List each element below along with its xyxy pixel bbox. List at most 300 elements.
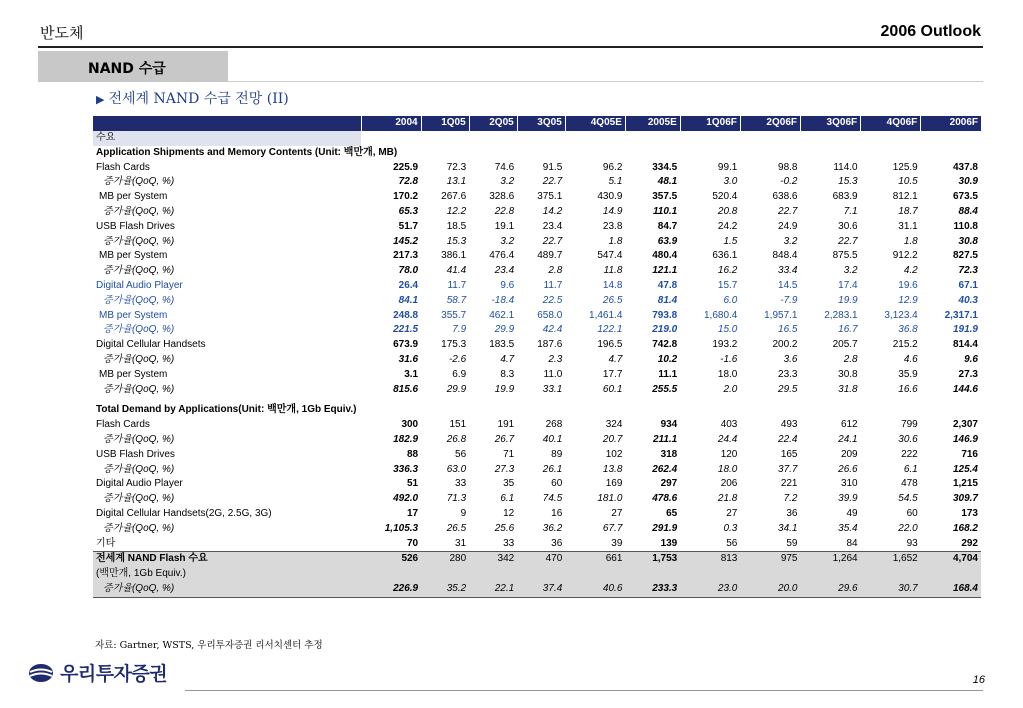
value-cell: 26.1 — [542, 463, 563, 475]
value-cell: 33.1 — [542, 383, 563, 395]
value-cell: 12.9 — [898, 294, 918, 306]
value-cell: 29.9 — [446, 383, 467, 395]
value-cell: 209 — [840, 448, 858, 460]
value-cell: 215.2 — [892, 339, 918, 351]
group-label: 수요 — [93, 131, 361, 146]
header-blank-cell — [93, 116, 361, 131]
value-cell: 355.7 — [441, 309, 467, 321]
value-cell: 547.4 — [597, 250, 623, 262]
total-growth-value: 22.1 — [469, 582, 517, 597]
subtitle-text: 전세계 NAND 수급 전망 (II) — [108, 91, 289, 107]
section2-heading: Total Demand by Applications(Unit: 백만개, 1Gb Equiv.) — [96, 404, 357, 416]
value-cell: 1,957.1 — [764, 309, 798, 321]
total-growth-value: 226.9 — [361, 582, 421, 597]
value-cell: 799 — [901, 419, 918, 431]
value-cell: 22.8 — [494, 205, 515, 217]
value-cell: 30.6 — [838, 220, 858, 232]
value-cell: 54.5 — [898, 493, 918, 505]
value-cell: 22.5 — [542, 294, 563, 306]
value-cell: 19.1 — [494, 220, 515, 232]
value-cell: 2,307 — [952, 419, 978, 431]
page-number: 16 — [972, 674, 985, 686]
row-label: 증가율(QoQ, %) — [103, 353, 175, 365]
value-cell: 39 — [611, 537, 623, 549]
value-cell: 120 — [720, 448, 738, 460]
value-cell: 200.2 — [772, 339, 798, 351]
value-cell: 14.9 — [602, 205, 623, 217]
value-cell: 67.7 — [602, 522, 623, 534]
total-growth-value: 40.6 — [565, 582, 625, 597]
value-cell: 357.5 — [652, 191, 678, 203]
table-row — [93, 279, 981, 294]
table-row — [93, 190, 981, 205]
value-cell: 225.9 — [393, 161, 419, 173]
value-cell: 19.9 — [838, 294, 858, 306]
row-label: 증가율(QoQ, %) — [103, 176, 175, 188]
value-cell: 74.5 — [542, 493, 563, 505]
total-growth-value: 23.0 — [680, 582, 740, 597]
value-cell: 814.4 — [952, 339, 978, 351]
value-cell: 56 — [455, 448, 467, 460]
value-cell: 165 — [780, 448, 798, 460]
value-cell: 827.5 — [952, 250, 978, 262]
value-cell: 14.2 — [542, 205, 563, 217]
value-cell: 3.2 — [500, 176, 515, 188]
value-cell: 206 — [720, 478, 738, 490]
table-row — [93, 522, 981, 537]
value-cell: 11.8 — [603, 265, 623, 277]
value-cell: 27 — [611, 507, 623, 519]
value-cell: 25.6 — [494, 522, 515, 534]
value-cell: 17.4 — [838, 279, 858, 291]
value-cell: 24.4 — [717, 433, 738, 445]
value-cell: 478.6 — [652, 493, 678, 505]
value-cell: 13.8 — [602, 463, 623, 475]
value-cell: 1,215 — [952, 478, 978, 490]
value-cell: 193.2 — [712, 339, 738, 351]
value-cell: 375.1 — [537, 191, 563, 203]
value-cell: 23.3 — [778, 368, 798, 380]
value-cell: 934 — [660, 419, 678, 431]
table-row — [93, 477, 981, 492]
value-cell: 221 — [780, 478, 798, 490]
value-cell: 175.3 — [441, 339, 467, 351]
value-cell: 33 — [503, 537, 515, 549]
value-cell: 59 — [786, 537, 798, 549]
value-cell: 1,461.4 — [589, 309, 623, 321]
slide-subtitle — [96, 88, 289, 108]
total-growth-value: 37.4 — [517, 582, 565, 597]
value-cell: 24.1 — [838, 433, 858, 445]
value-cell: 683.9 — [832, 191, 858, 203]
value-cell: 386.1 — [441, 250, 467, 262]
value-cell: 122.1 — [597, 324, 623, 336]
total-growth-row — [93, 582, 981, 597]
value-cell: 35.4 — [838, 522, 858, 534]
value-cell: 4.6 — [903, 353, 918, 365]
value-cell: 20.8 — [717, 205, 738, 217]
value-cell: 1,105.3 — [384, 522, 419, 534]
header-report-title: 2006 Outlook — [880, 23, 981, 40]
table-row — [93, 383, 981, 398]
col-header: 2Q05 — [469, 116, 517, 131]
value-cell: 658.0 — [537, 309, 563, 321]
value-cell: 36.2 — [542, 522, 563, 534]
row-label: 기타 — [96, 537, 116, 549]
table-body — [93, 131, 981, 597]
total-growth-value: 29.6 — [801, 582, 861, 597]
row-label: MB per System — [99, 191, 168, 203]
value-cell: 2.3 — [548, 353, 563, 365]
triangle-bullet-icon: ▶ — [96, 93, 105, 106]
row-label: MB per System — [99, 368, 168, 380]
value-cell: 60 — [551, 478, 563, 490]
value-cell: 793.8 — [652, 309, 678, 321]
value-cell: 34.1 — [778, 522, 798, 534]
value-cell: 18.7 — [898, 205, 918, 217]
value-cell: 27.3 — [494, 463, 515, 475]
row-label: 증가율(QoQ, %) — [103, 205, 175, 217]
table-row — [93, 220, 981, 235]
value-cell: 19.6 — [898, 279, 918, 291]
col-header: 3Q06F — [801, 116, 861, 131]
col-header: 1Q06F — [680, 116, 740, 131]
value-cell: 300 — [401, 419, 419, 431]
value-cell: -0.2 — [780, 176, 798, 188]
value-cell: 114.0 — [833, 161, 858, 173]
value-cell: 9.6 — [964, 353, 978, 365]
value-cell: 187.6 — [537, 339, 563, 351]
value-cell: 336.3 — [393, 463, 419, 475]
value-cell: 26.6 — [838, 463, 858, 475]
value-cell: 15.0 — [717, 324, 738, 336]
value-cell: 334.5 — [652, 161, 678, 173]
total-value: 4,704 — [921, 552, 981, 567]
row-label: 증가율(QoQ, %) — [103, 493, 175, 505]
value-cell: 20.7 — [602, 433, 623, 445]
total-value: 813 — [680, 552, 740, 567]
row-label: MB per System — [99, 309, 168, 321]
value-cell: 297 — [660, 478, 678, 490]
value-cell: 812.1 — [892, 191, 918, 203]
table-row — [93, 309, 981, 324]
value-cell: 146.9 — [952, 433, 978, 445]
value-cell: 16.5 — [778, 324, 798, 336]
value-cell: 7.9 — [452, 324, 467, 336]
col-header: 3Q05 — [517, 116, 565, 131]
value-cell: 169 — [605, 478, 623, 490]
value-cell: 47.8 — [657, 279, 678, 291]
value-cell: 1.8 — [903, 235, 918, 247]
footer-divider — [185, 690, 983, 691]
value-cell: 26.7 — [494, 433, 515, 445]
value-cell: 520.4 — [712, 191, 738, 203]
value-cell: 291.9 — [652, 522, 678, 534]
table-row — [93, 537, 981, 552]
value-cell: 221.5 — [393, 324, 419, 336]
value-cell: 15.3 — [446, 235, 467, 247]
value-cell: 16.6 — [898, 383, 918, 395]
value-cell: 5.1 — [608, 176, 623, 188]
value-cell: 63.0 — [446, 463, 467, 475]
value-cell: 42.4 — [542, 324, 563, 336]
col-header: 2Q06F — [740, 116, 800, 131]
value-cell: -7.9 — [780, 294, 798, 306]
table-header-row — [93, 116, 981, 131]
total-unit-label: (백만개, 1Gb Equiv.) — [93, 567, 361, 582]
value-cell: 3.2 — [783, 235, 798, 247]
row-label: 증가율(QoQ, %) — [103, 294, 175, 306]
value-cell: 3.1 — [404, 368, 419, 380]
value-cell: 36 — [551, 537, 563, 549]
value-cell: 30.9 — [958, 176, 978, 188]
value-cell: 91.5 — [542, 161, 563, 173]
value-cell: 41.4 — [446, 265, 467, 277]
total-growth-value: 35.2 — [421, 582, 469, 597]
table-row — [93, 463, 981, 478]
value-cell: 309.7 — [952, 493, 978, 505]
table-row — [93, 175, 981, 190]
total-value: 280 — [421, 552, 469, 567]
row-label: 증가율(QoQ, %) — [103, 383, 175, 395]
value-cell: 23.4 — [542, 220, 563, 232]
value-cell: 191 — [497, 419, 515, 431]
value-cell: 673.9 — [393, 339, 419, 351]
table-row — [93, 161, 981, 176]
section-heading-row — [93, 146, 981, 161]
value-cell: 328.6 — [489, 191, 515, 203]
value-cell: 1.5 — [723, 235, 738, 247]
value-cell: 324 — [605, 419, 623, 431]
table-row — [93, 235, 981, 250]
value-cell: 22.4 — [778, 433, 798, 445]
source-note: 자료: Gartner, WSTS, 우리투자증권 리서치센터 추정 — [95, 640, 323, 651]
value-cell: 173 — [961, 507, 978, 519]
value-cell: 815.6 — [393, 383, 419, 395]
value-cell: 310 — [840, 478, 858, 490]
value-cell: 191.9 — [952, 324, 978, 336]
total-value: 975 — [740, 552, 800, 567]
table-row — [93, 448, 981, 463]
value-cell: 248.8 — [393, 309, 419, 321]
value-cell: 7.2 — [783, 493, 798, 505]
section-title: NAND 수급 — [88, 61, 166, 77]
value-cell: 196.5 — [597, 339, 623, 351]
value-cell: 110.1 — [652, 205, 678, 217]
col-header: 2005E — [625, 116, 680, 131]
value-cell: 26.5 — [446, 522, 467, 534]
value-cell: 403 — [720, 419, 738, 431]
value-cell: 462.1 — [489, 309, 515, 321]
total-growth-value: 20.0 — [740, 582, 800, 597]
total-value: 470 — [517, 552, 565, 567]
row-label: 증가율(QoQ, %) — [103, 324, 175, 336]
table-row — [93, 492, 981, 507]
value-cell: 181.0 — [597, 493, 623, 505]
value-cell: 7.1 — [843, 205, 858, 217]
value-cell: 493 — [780, 419, 798, 431]
value-cell: 72.3 — [958, 265, 978, 277]
value-cell: 51.7 — [398, 220, 419, 232]
value-cell: 16.2 — [717, 265, 738, 277]
value-cell: 88 — [407, 448, 419, 460]
value-cell: 11.0 — [543, 368, 563, 380]
value-cell: 0.3 — [723, 522, 738, 534]
total-value: 1,652 — [861, 552, 921, 567]
value-cell: 4.7 — [608, 353, 623, 365]
row-label: Digital Cellular Handsets — [96, 339, 206, 351]
value-cell: 17.7 — [602, 368, 623, 380]
value-cell: 22.7 — [778, 205, 798, 217]
table-row — [93, 205, 981, 220]
value-cell: 638.6 — [772, 191, 798, 203]
value-cell: 31 — [455, 537, 467, 549]
value-cell: 89 — [551, 448, 563, 460]
value-cell: 10.5 — [898, 176, 918, 188]
row-label: USB Flash Drives — [96, 220, 175, 232]
value-cell: 88.4 — [958, 205, 978, 217]
value-cell: 1,680.4 — [704, 309, 738, 321]
total-growth-label: 증가율(QoQ, %) — [93, 582, 361, 597]
total-growth-value: 30.7 — [861, 582, 921, 597]
value-cell: 255.5 — [652, 383, 678, 395]
value-cell: 11.1 — [658, 368, 678, 380]
value-cell: 99.1 — [717, 161, 738, 173]
row-label: 증가율(QoQ, %) — [103, 265, 175, 277]
value-cell: 6.0 — [723, 294, 738, 306]
value-cell: 480.4 — [652, 250, 678, 262]
value-cell: 21.8 — [717, 493, 738, 505]
value-cell: 36 — [786, 507, 798, 519]
value-cell: 23.4 — [494, 265, 515, 277]
row-label: Digital Audio Player — [96, 279, 183, 291]
table-row — [93, 353, 981, 368]
row-label: Digital Cellular Handsets(2G, 2.5G, 3G) — [96, 507, 272, 519]
col-header: 4Q05E — [565, 116, 625, 131]
value-cell: 56 — [726, 537, 738, 549]
total-value: 1,753 — [625, 552, 680, 567]
total-label: 전세계 NAND Flash 수요 — [93, 552, 361, 567]
value-cell: 15.3 — [838, 176, 858, 188]
col-header: 2006F — [921, 116, 981, 131]
table-row — [93, 264, 981, 279]
value-cell: 6.1 — [500, 493, 515, 505]
value-cell: 31.6 — [398, 353, 419, 365]
value-cell: 8.3 — [500, 368, 515, 380]
value-cell: 183.5 — [489, 339, 515, 351]
value-cell: 9 — [460, 507, 467, 519]
value-cell: 848.4 — [772, 250, 798, 262]
nand-demand-table — [93, 116, 981, 598]
value-cell: 67.1 — [958, 279, 978, 291]
value-cell: 74.6 — [494, 161, 515, 173]
group-row — [93, 131, 981, 146]
value-cell: 33.4 — [778, 265, 798, 277]
value-cell: 125.9 — [892, 161, 918, 173]
value-cell: 22.0 — [898, 522, 918, 534]
value-cell: 110.8 — [953, 220, 978, 232]
total-value: 526 — [361, 552, 421, 567]
col-header: 4Q06F — [861, 116, 921, 131]
value-cell: 22.7 — [542, 176, 563, 188]
value-cell: 3.0 — [723, 176, 738, 188]
value-cell: 36.8 — [898, 324, 918, 336]
value-cell: 219.0 — [652, 324, 678, 336]
value-cell: 84 — [846, 537, 858, 549]
table-row — [93, 418, 981, 433]
col-header: 2004 — [361, 116, 421, 131]
value-cell: 81.4 — [657, 294, 678, 306]
section-underline — [228, 51, 983, 82]
section-heading-row — [93, 403, 981, 418]
value-cell: 65 — [666, 507, 678, 519]
value-cell: 18.0 — [717, 368, 738, 380]
total-growth-value: 168.4 — [921, 582, 981, 597]
value-cell: 102 — [605, 448, 623, 460]
value-cell: 2.8 — [548, 265, 563, 277]
total-unit-row — [93, 567, 981, 582]
table-row — [93, 249, 981, 264]
value-cell: 16 — [551, 507, 563, 519]
value-cell: 31.1 — [898, 220, 918, 232]
value-cell: 17 — [407, 507, 419, 519]
value-cell: 70 — [407, 537, 419, 549]
value-cell: 2,317.1 — [944, 309, 978, 321]
value-cell: 26.8 — [446, 433, 467, 445]
value-cell: 22.7 — [542, 235, 563, 247]
value-cell: 125.4 — [952, 463, 978, 475]
value-cell: 2.0 — [723, 383, 738, 395]
value-cell: 10.2 — [657, 353, 678, 365]
value-cell: 26.5 — [602, 294, 623, 306]
value-cell: 437.8 — [952, 161, 978, 173]
value-cell: 430.9 — [597, 191, 623, 203]
value-cell: 26.4 — [398, 279, 419, 291]
value-cell: 292 — [961, 537, 978, 549]
header-category: 반도체 — [40, 24, 84, 42]
value-cell: 37.7 — [778, 463, 798, 475]
value-cell: 35 — [503, 478, 515, 490]
value-cell: 144.6 — [952, 383, 978, 395]
value-cell: 78.0 — [398, 265, 419, 277]
section-title-box — [38, 51, 228, 82]
value-cell: 27.3 — [958, 368, 978, 380]
value-cell: 40.1 — [542, 433, 563, 445]
value-cell: 48.1 — [657, 176, 678, 188]
value-cell: -18.4 — [491, 294, 515, 306]
value-cell: 29.9 — [494, 324, 515, 336]
value-cell: 217.3 — [393, 250, 419, 262]
value-cell: 18.0 — [717, 463, 738, 475]
value-cell: 3.2 — [843, 265, 858, 277]
row-label: 증가율(QoQ, %) — [103, 235, 175, 247]
table-row — [93, 338, 981, 353]
table-row — [93, 323, 981, 338]
value-cell: 60 — [906, 507, 918, 519]
value-cell: 63.9 — [657, 235, 678, 247]
value-cell: 23.8 — [602, 220, 623, 232]
row-label: MB per System — [99, 250, 168, 262]
value-cell: 39.9 — [838, 493, 858, 505]
value-cell: 14.8 — [602, 279, 623, 291]
value-cell: 84.1 — [398, 294, 419, 306]
value-cell: 11.7 — [447, 279, 467, 291]
value-cell: 170.2 — [393, 191, 419, 203]
value-cell: 3.2 — [500, 235, 515, 247]
value-cell: 12.2 — [446, 205, 467, 217]
value-cell: 3.6 — [783, 353, 798, 365]
value-cell: 2.8 — [843, 353, 858, 365]
